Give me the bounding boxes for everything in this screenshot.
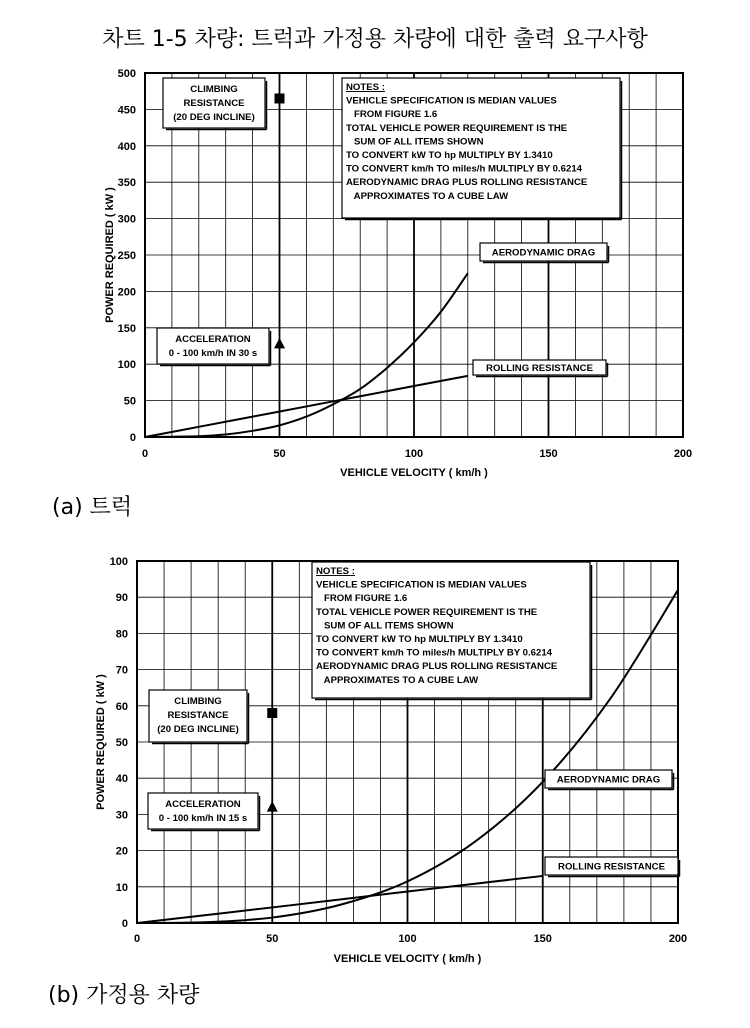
- car-chart-caption: (b) 가정용 차량: [48, 983, 200, 1008]
- climbing-resistance-label: CLIMBING: [190, 84, 238, 95]
- acceleration-label: ACCELERATION: [165, 799, 241, 810]
- y-axis-title: POWER REQUIRED ( kW ): [95, 674, 107, 810]
- y-tick-label: 10: [115, 881, 128, 894]
- y-tick-label: 30: [115, 809, 128, 822]
- y-tick-label: 60: [115, 700, 128, 713]
- notes-heading: NOTES :: [316, 566, 355, 577]
- climbing-resistance-marker: [275, 93, 285, 103]
- climbing-resistance-label: (20 DEG INCLINE): [173, 112, 255, 123]
- aerodynamic-drag-label: AERODYNAMIC DRAG: [556, 774, 661, 786]
- x-tick-label: 150: [533, 933, 552, 945]
- y-tick-label: 100: [109, 556, 128, 568]
- car-power-chart: [0, 550, 750, 975]
- x-tick-label: 100: [398, 933, 417, 945]
- y-tick-label: 150: [117, 322, 136, 335]
- notes-line: TO CONVERT km/h TO miles/h MULTIPLY BY 0.6214: [316, 647, 553, 659]
- x-tick-label: 200: [673, 448, 693, 460]
- y-tick-label: 100: [117, 359, 136, 372]
- notes-line: TOTAL VEHICLE POWER REQUIREMENT IS THE: [316, 606, 538, 618]
- acceleration-marker: [274, 338, 285, 349]
- y-tick-label: 20: [115, 845, 128, 858]
- y-tick-label: 300: [117, 213, 136, 226]
- y-tick-label: 250: [117, 250, 136, 262]
- y-tick-label: 90: [115, 592, 128, 605]
- x-tick-label: 50: [266, 933, 279, 945]
- acceleration-label: 0 - 100 km/h IN 30 s: [168, 348, 258, 359]
- x-axis-title: VEHICLE VELOCITY ( km/h ): [333, 953, 482, 965]
- y-tick-label: 0: [129, 432, 136, 444]
- climbing-resistance-label: RESISTANCE: [167, 710, 229, 721]
- rolling-resistance-line: [137, 876, 543, 923]
- y-tick-label: 350: [117, 177, 136, 190]
- y-tick-label: 400: [117, 140, 136, 153]
- notes-line: APPROXIMATES TO A CUBE LAW: [346, 190, 509, 202]
- y-tick-label: 0: [121, 918, 128, 930]
- y-tick-label: 500: [117, 68, 136, 80]
- acceleration-label: 0 - 100 km/h IN 15 s: [158, 813, 248, 824]
- notes-line: AERODYNAMIC DRAG PLUS ROLLING RESISTANCE: [346, 177, 588, 189]
- x-tick-label: 50: [273, 448, 286, 460]
- notes-heading: NOTES :: [346, 82, 385, 93]
- notes-line: FROM FIGURE 1.6: [346, 109, 438, 121]
- acceleration-marker: [267, 801, 278, 812]
- x-tick-label: 200: [668, 933, 688, 945]
- x-tick-label: 150: [539, 448, 558, 460]
- y-axis-title: POWER REQUIRED ( kW ): [104, 187, 116, 323]
- y-tick-label: 450: [117, 104, 136, 117]
- y-tick-label: 70: [115, 664, 128, 677]
- x-tick-label: 0: [141, 448, 149, 460]
- acceleration-label: ACCELERATION: [175, 334, 251, 345]
- notes-line: TO CONVERT kW TO hp MULTIPLY BY 1.3410: [346, 150, 553, 161]
- y-tick-label: 50: [123, 395, 136, 408]
- page-title: 차트 1-5 차량: 트럭과 가정용 차량에 대한 출력 요구사항: [102, 27, 648, 52]
- rolling-resistance-label: ROLLING RESISTANCE: [558, 861, 665, 873]
- climbing-resistance-label: (20 DEG INCLINE): [157, 724, 239, 735]
- y-tick-label: 50: [115, 737, 128, 749]
- notes-line: AERODYNAMIC DRAG PLUS ROLLING RESISTANCE: [316, 661, 558, 673]
- y-tick-label: 200: [117, 286, 136, 299]
- y-tick-label: 40: [115, 773, 128, 786]
- x-axis-title: VEHICLE VELOCITY ( km/h ): [340, 467, 488, 479]
- truck-chart-caption: (a) 트럭: [52, 495, 133, 520]
- notes-line: APPROXIMATES TO A CUBE LAW: [316, 674, 479, 686]
- truck-power-chart: [0, 60, 750, 485]
- notes-line: TO CONVERT kW TO hp MULTIPLY BY 1.3410: [316, 634, 523, 645]
- notes-line: TO CONVERT km/h TO miles/h MULTIPLY BY 0.6214: [346, 163, 583, 175]
- notes-line: FROM FIGURE 1.6: [316, 593, 408, 605]
- notes-line: SUM OF ALL ITEMS SHOWN: [316, 620, 454, 632]
- x-tick-label: 0: [133, 933, 141, 945]
- climbing-resistance-label: CLIMBING: [174, 696, 222, 707]
- aerodynamic-drag-label: AERODYNAMIC DRAG: [491, 247, 596, 259]
- climbing-resistance-label: RESISTANCE: [183, 98, 245, 109]
- notes-line: VEHICLE SPECIFICATION IS MEDIAN VALUES: [316, 579, 527, 591]
- climbing-resistance-marker: [267, 708, 277, 718]
- x-tick-label: 100: [404, 448, 424, 460]
- notes-line: VEHICLE SPECIFICATION IS MEDIAN VALUES: [346, 95, 557, 107]
- notes-line: SUM OF ALL ITEMS SHOWN: [346, 136, 484, 148]
- notes-line: TOTAL VEHICLE POWER REQUIREMENT IS THE: [346, 122, 568, 134]
- rolling-resistance-label: ROLLING RESISTANCE: [486, 363, 593, 374]
- y-tick-label: 80: [115, 628, 128, 641]
